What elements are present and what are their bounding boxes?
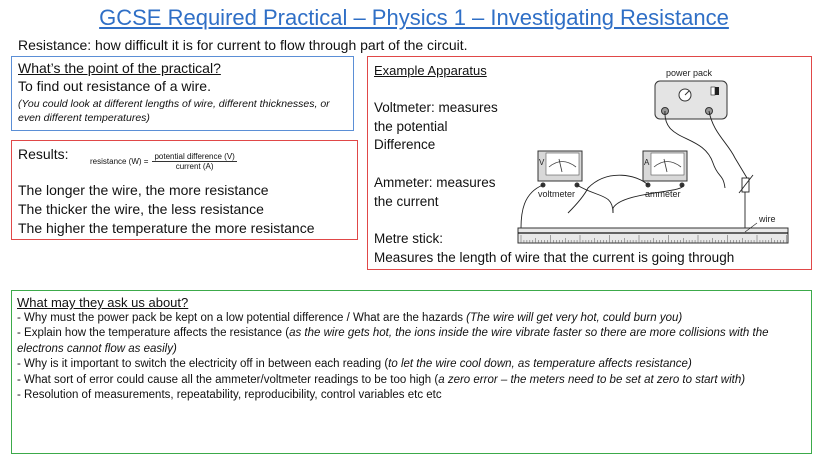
question-text: - Why is it important to switch the electricity off in between each reading ( (17, 358, 389, 370)
questions-heading: What may they ask us about? (17, 295, 189, 310)
question-item (17, 388, 806, 404)
results-lines (18, 181, 315, 238)
question-text: - Why must the power pack be kept on a low potential difference / What are the hazards (17, 311, 467, 324)
ammeter-description (374, 174, 496, 211)
voltmeter-text-line: Voltmeter: measures (374, 100, 498, 115)
result-line: The higher the temperature the more resistance (18, 220, 315, 236)
formula-lhs: resistance (W) = (90, 157, 149, 166)
metre-text-line: Metre stick: (374, 231, 444, 246)
results-heading: Results: (18, 146, 69, 162)
question-text: - Explain how the temperature affects the resistance ( (17, 327, 290, 339)
answer-text: to let the wire cool down, as temperature affects resistance) (388, 358, 692, 370)
answer-text: (The wire will get very hot, could burn you) (466, 311, 683, 324)
question-item (17, 373, 806, 389)
apparatus-heading: Example Apparatus (374, 63, 487, 78)
resistance-formula (90, 152, 237, 171)
point-line-1: To find out resistance of a wire. (18, 78, 211, 94)
ammeter-symbol: A (644, 158, 650, 167)
ammeter-label: ammeter (645, 189, 681, 199)
ammeter-text-line: the current (374, 193, 439, 209)
page-title: GCSE Required Practical – Physics 1 – Investigating Resistance (99, 5, 729, 30)
voltmeter-label: voltmeter (538, 189, 576, 199)
formula-numerator: potential difference (V) (154, 152, 235, 161)
questions-box (11, 290, 812, 454)
question-text: - What sort of error could cause all the ammeter/voltmeter readings to be too high ( (17, 373, 439, 386)
intro-text: Resistance: how difficult it is for current to flow through part of the circuit. (18, 37, 468, 53)
result-line: The thicker the wire, the less resistance (18, 201, 264, 217)
apparatus-box (367, 56, 812, 270)
voltmeter-description (374, 99, 498, 155)
result-line: The longer the wire, the more resistance (18, 182, 269, 198)
question-item (17, 311, 806, 327)
question-text: - Resolution of measurements, repeatability, reproducibility, control variables etc etc (17, 389, 442, 401)
voltmeter-text-line: Difference (374, 137, 436, 152)
question-item (17, 326, 806, 357)
ammeter-text-line: Ammeter: measures (374, 175, 496, 190)
point-box (11, 56, 354, 131)
answer-text: as the wire gets hot, the ions inside the wire vibrate faster so there are more collisions with the electrons cannot flow as easily) (17, 327, 769, 355)
answer-text: a zero error – the meters need to be set at zero to start with) (438, 373, 746, 386)
voltmeter-symbol: V (539, 158, 545, 167)
apparatus-diagram (513, 63, 793, 249)
formula-fraction (152, 152, 236, 171)
results-box (11, 140, 358, 240)
voltmeter-text-line: the potential (374, 118, 448, 134)
point-heading: What’s the point of the practical? (18, 60, 221, 76)
wire-label: wire (759, 214, 776, 224)
point-line-2: (You could look at different lengths of wire, different thicknesses, or even different temperatures) (18, 98, 330, 124)
metre-text-line: Measures the length of wire that the current is going through (374, 249, 735, 265)
formula-denominator: current (A) (175, 162, 214, 171)
power-pack-label: power pack (666, 68, 713, 78)
question-item (17, 357, 806, 373)
